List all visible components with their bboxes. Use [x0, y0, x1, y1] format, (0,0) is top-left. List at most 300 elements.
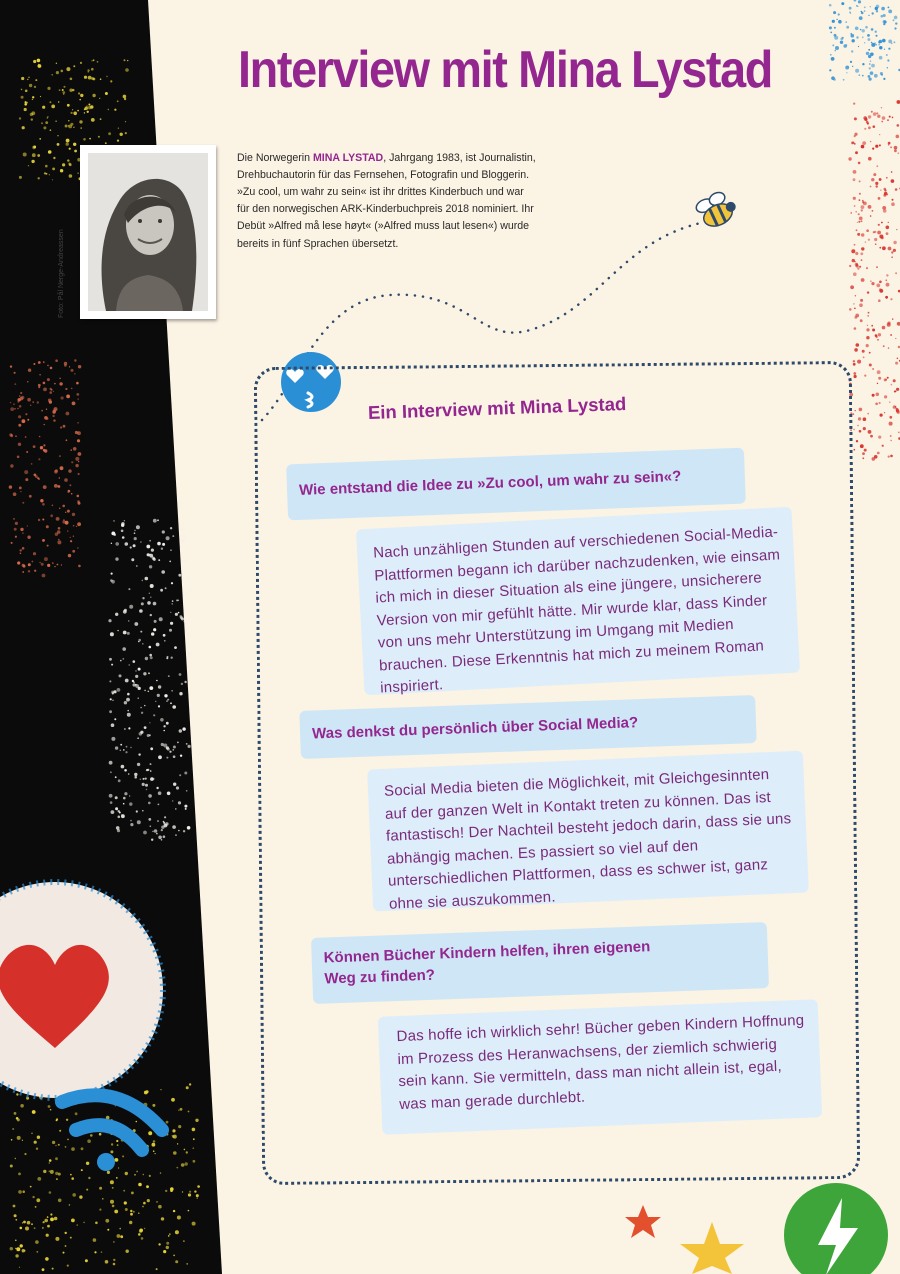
speckle-dot — [49, 101, 51, 103]
speckle-dot — [196, 1194, 199, 1197]
speckle-dot — [117, 100, 119, 102]
speckle-dot — [895, 22, 897, 24]
speckle-dot — [898, 152, 900, 154]
speckle-dot — [185, 560, 187, 562]
speckle-dot — [870, 281, 871, 282]
speckle-dot — [849, 265, 851, 267]
speckle-dot — [88, 104, 90, 106]
speckle-dot — [149, 722, 150, 723]
speckle-dot — [72, 109, 73, 110]
speckle-dot — [109, 680, 111, 682]
interview-heading: Ein Interview mit Mina Lystad — [367, 392, 627, 423]
speckle-dot — [197, 1197, 198, 1198]
speckle-dot — [868, 49, 870, 51]
speckle-dot — [851, 212, 852, 213]
speckle-dot — [69, 1204, 71, 1206]
speckle-dot — [861, 209, 863, 211]
speckle-dot — [835, 46, 839, 50]
speckle-dot — [860, 319, 863, 322]
speckle-dot — [136, 565, 138, 567]
speckle-dot — [79, 99, 81, 101]
speckle-dot — [135, 670, 137, 672]
speckle-dot — [153, 557, 155, 559]
speckle-dot — [88, 76, 92, 80]
speckle-dot — [870, 435, 873, 438]
speckle-dot — [161, 570, 165, 574]
speckle-dot — [857, 267, 859, 269]
speckle-dot — [73, 536, 74, 537]
speckle-dot — [88, 106, 92, 110]
speckle-dot — [110, 1150, 113, 1153]
speckle-dot — [130, 823, 133, 826]
speckle-dot — [14, 528, 17, 531]
speckle-dot — [120, 1235, 123, 1238]
speckle-dot — [133, 544, 136, 547]
speckle-dot — [84, 76, 87, 79]
speckle-dot — [138, 1213, 139, 1214]
speckle-dot — [139, 609, 143, 613]
speckle-dot — [855, 410, 856, 411]
speckle-dot — [892, 318, 893, 319]
speckle-dot — [72, 402, 76, 406]
speckle-dot — [177, 1143, 178, 1144]
speckle-dot — [871, 178, 874, 181]
speckle-dot — [186, 1086, 189, 1089]
speckle-dot — [88, 71, 89, 72]
speckle-dot — [62, 91, 65, 94]
speckle-dot — [188, 745, 191, 748]
speckle-dot — [67, 159, 69, 161]
speckle-dot — [862, 75, 864, 77]
speckle-dot — [859, 408, 863, 412]
speckle-dot — [875, 44, 877, 46]
speckle-dot — [875, 145, 878, 148]
speckle-dot — [132, 680, 134, 682]
speckle-dot — [87, 1139, 91, 1143]
speckle-dot — [10, 464, 13, 467]
speckle-dot — [186, 743, 188, 745]
speckle-dot — [854, 348, 858, 352]
speckle-dot — [165, 587, 167, 589]
speckle-dot — [59, 477, 60, 478]
speckle-dot — [91, 68, 94, 71]
speckle-dot — [888, 347, 889, 348]
speckle-dot — [47, 117, 48, 118]
speckle-dot — [185, 593, 187, 595]
speckle-dot — [846, 26, 849, 29]
speckle-dot — [34, 570, 36, 572]
speckle-dot — [65, 521, 66, 522]
speckle-dot — [853, 363, 856, 366]
speckle-dot — [864, 6, 866, 8]
speckle-dot — [59, 455, 61, 457]
speckle-dot — [117, 688, 121, 692]
speckle-dot — [878, 333, 881, 336]
speckle-dot — [855, 314, 859, 318]
speckle-dot — [117, 829, 120, 832]
speckle-dot — [178, 1110, 179, 1111]
speckle-dot — [117, 1144, 119, 1146]
speckle-dot — [868, 205, 872, 209]
speckle-dot — [858, 46, 859, 47]
speckle-dot — [859, 16, 863, 20]
speckle-dot — [123, 797, 126, 800]
speckle-dot — [127, 60, 128, 61]
speckle-dot — [886, 232, 889, 235]
speckle-dot — [891, 251, 893, 253]
speckle-dot — [150, 825, 152, 827]
speckle-dot — [125, 679, 129, 683]
speckle-dot — [71, 1147, 75, 1151]
speckle-dot — [73, 447, 77, 451]
speckle-dot — [46, 417, 49, 420]
speckle-dot — [81, 1169, 83, 1171]
speckle-dot — [163, 821, 165, 823]
speckle-dot — [193, 1138, 195, 1140]
speckle-dot — [149, 1175, 151, 1177]
photo-credit: Foto: Pål Nerge-Andreassen — [58, 229, 65, 318]
speckle-dot — [886, 226, 890, 230]
speckle-dot — [185, 808, 187, 810]
speckle-dot — [30, 1186, 32, 1188]
speckle-dot — [169, 1233, 171, 1235]
speckle-dot — [890, 440, 891, 441]
speckle-dot — [105, 92, 108, 95]
speckle-dot — [141, 602, 144, 605]
speckle-dot — [50, 1170, 54, 1174]
speckle-dot — [46, 1234, 49, 1237]
speckle-dot — [169, 629, 172, 632]
speckle-dot — [114, 1210, 118, 1214]
speckle-dot — [143, 672, 146, 675]
speckle-dot — [854, 205, 856, 207]
speckle-dot — [109, 794, 113, 798]
question-text: Können Bücher Kindern helfen, ihren eigenen Weg zu finden? — [323, 938, 651, 988]
speckle-dot — [124, 1201, 127, 1204]
speckle-dot — [147, 734, 150, 737]
speckle-dot — [130, 1210, 132, 1212]
speckle-dot — [77, 495, 80, 498]
speckle-dot — [49, 401, 52, 404]
speckle-dot — [50, 1218, 54, 1222]
speckle-dot — [101, 1251, 103, 1253]
speckle-dot — [74, 359, 76, 361]
speckle-dot — [884, 49, 885, 50]
speckle-dot — [10, 365, 12, 367]
speckle-dot — [888, 456, 890, 458]
speckle-dot — [49, 174, 50, 175]
speckle-dot — [170, 1187, 174, 1191]
speckle-dot — [43, 388, 47, 392]
speckle-dot — [122, 658, 124, 660]
speckle-dot — [53, 391, 54, 392]
speckle-dot — [112, 692, 114, 694]
speckle-dot — [859, 430, 862, 433]
speckle-dot — [73, 65, 75, 67]
speckle-dot — [158, 1205, 162, 1209]
speckle-dot — [36, 1148, 38, 1150]
speckle-dot — [27, 1221, 31, 1225]
speckle-dot — [58, 1199, 62, 1203]
speckle-dot — [868, 126, 871, 129]
speckle-dot — [884, 412, 885, 413]
speckle-dot — [189, 1191, 191, 1193]
speckle-dot — [872, 210, 874, 212]
speckle-dot — [126, 1250, 129, 1253]
speckle-dot — [177, 1216, 181, 1220]
speckle-dot — [891, 256, 893, 258]
speckle-dot — [849, 308, 852, 311]
speckle-dot — [149, 540, 151, 542]
speckle-dot — [886, 54, 888, 56]
speckle-dot — [145, 577, 149, 581]
speckle-dot — [186, 1151, 188, 1153]
speckle-dot — [55, 359, 58, 362]
speckle-dot — [22, 502, 24, 504]
speckle-dot — [126, 746, 128, 748]
speckle-dot — [61, 396, 64, 399]
speckle-dot — [70, 449, 72, 451]
speckle-dot — [895, 390, 897, 392]
speckle-dot — [873, 125, 876, 128]
speckle-dot — [117, 1234, 121, 1238]
speckle-dot — [58, 485, 61, 488]
speckle-dot — [63, 1252, 65, 1254]
speckle-dot — [856, 5, 858, 7]
speckle-dot — [178, 801, 181, 804]
speckle-dot — [871, 42, 873, 44]
speckle-dot — [163, 725, 165, 727]
bio-text: , Jahrgang 1983, ist Journalistin, Drehbuchautorin für das Fernsehen, Fotografin und Bloggerin. »Zu cool, um wahr zu sein« ist ihr drittes Kinderbuch und war für den norwegischen ARK-Kinderbuchpreis 2018 nominiert. Ihr Debüt »Alfred må lese høyt« (»Alfred muss laut lesen«) wurde bereits in fünf Sprachen übersetzt. — [237, 151, 536, 250]
speckle-dot — [853, 103, 855, 105]
speckle-dot — [73, 112, 77, 116]
speckle-dot — [882, 246, 886, 250]
bee-icon — [694, 188, 741, 232]
speckle-dot — [192, 1128, 196, 1132]
speckle-dot — [175, 1230, 179, 1234]
speckle-dot — [164, 816, 166, 818]
speckle-dot — [860, 252, 863, 255]
speckle-dot — [886, 283, 890, 287]
author-photo — [80, 145, 216, 319]
speckle-dot — [145, 657, 148, 660]
speckle-dot — [859, 74, 861, 76]
speckle-dot — [853, 429, 854, 430]
speckle-dot — [872, 12, 874, 14]
speckle-dot — [123, 1190, 125, 1192]
speckle-dot — [40, 446, 43, 449]
speckle-dot — [143, 1202, 146, 1205]
speckle-dot — [108, 619, 111, 622]
speckle-dot — [863, 202, 867, 206]
speckle-dot — [832, 20, 835, 23]
speckle-dot — [866, 328, 869, 331]
speckle-dot — [882, 39, 886, 43]
speckle-dot — [71, 369, 74, 372]
speckle-dot — [38, 519, 40, 521]
speckle-dot — [31, 118, 33, 120]
speckle-dot — [15, 1240, 17, 1242]
speckle-dot — [878, 436, 881, 439]
speckle-dot — [49, 1170, 51, 1172]
speckle-dot — [859, 217, 863, 221]
speckle-dot — [24, 470, 28, 474]
speckle-dot — [867, 325, 868, 326]
speckle-dot — [175, 613, 178, 616]
speckle-dot — [52, 415, 54, 417]
speckle-dot — [178, 600, 180, 602]
speckle-dot — [893, 241, 896, 244]
speckle-dot — [140, 631, 142, 633]
speckle-dot — [37, 59, 41, 63]
speckle-dot — [846, 44, 847, 45]
speckle-dot — [110, 698, 112, 700]
speckle-dot — [881, 107, 882, 108]
speckle-dot — [161, 548, 163, 550]
speckle-dot — [166, 1242, 169, 1245]
speckle-dot — [840, 38, 843, 41]
speckle-dot — [158, 1243, 160, 1245]
speckle-dot — [845, 21, 847, 23]
speckle-dot — [38, 361, 41, 364]
speckle-dot — [68, 120, 69, 121]
speckle-dot — [35, 1206, 37, 1208]
speckle-dot — [164, 640, 166, 642]
speckle-dot — [187, 652, 190, 655]
speckle-dot — [64, 362, 67, 365]
speckle-dot — [121, 522, 124, 525]
speckle-dot — [854, 117, 857, 120]
speckle-dot — [121, 530, 124, 533]
speckle-dot — [832, 44, 834, 46]
speckle-dot — [120, 750, 122, 752]
speckle-dot — [883, 345, 885, 347]
speckle-dot — [53, 157, 55, 159]
speckle-dot — [17, 1136, 21, 1140]
speckle-dot — [53, 419, 55, 421]
speckle-dot — [52, 505, 54, 507]
speckle-dot — [70, 537, 71, 538]
speckle-dot — [22, 547, 25, 550]
speckle-dot — [872, 329, 875, 332]
speckle-dot — [66, 395, 70, 399]
speckle-dot — [883, 78, 885, 80]
speckle-dot — [161, 839, 163, 841]
speckle-dot — [881, 237, 884, 240]
speckle-dot — [831, 76, 835, 80]
speckle-dot — [148, 691, 150, 693]
speckle-dot — [111, 723, 115, 727]
speckle-dot — [32, 153, 36, 157]
speckle-dot — [99, 98, 100, 99]
speckle-dot — [841, 2, 844, 5]
speckle-dot — [192, 1222, 196, 1226]
speckle-dot — [121, 814, 122, 815]
speckle-dot — [866, 336, 869, 339]
speckle-dot — [77, 1224, 78, 1225]
speckle-dot — [851, 249, 855, 253]
speckle-dot — [882, 116, 886, 120]
speckle-dot — [183, 535, 186, 538]
speckle-dot — [39, 436, 41, 438]
author-name: MINA LYSTAD — [312, 151, 384, 164]
speckle-dot — [118, 779, 121, 782]
speckle-dot — [872, 53, 874, 55]
speckle-dot — [109, 658, 112, 661]
speckle-dot — [896, 408, 897, 409]
speckle-dot — [158, 804, 160, 806]
speckle-dot — [875, 243, 877, 245]
speckle-dot — [72, 513, 75, 516]
speckle-dot — [123, 95, 127, 99]
speckle-dot — [55, 121, 56, 122]
speckle-dot — [42, 1227, 44, 1229]
speckle-dot — [835, 50, 837, 52]
speckle-dot — [110, 1200, 114, 1204]
speckle-dot — [862, 452, 865, 455]
speckle-dot — [15, 536, 17, 538]
speckle-dot — [39, 562, 41, 564]
speckle-dot — [890, 334, 892, 336]
speckle-dot — [92, 94, 95, 97]
speckle-dot — [878, 44, 880, 46]
speckle-dot — [193, 1160, 196, 1163]
speckle-dot — [877, 452, 880, 455]
speckle-dot — [176, 1167, 178, 1169]
speckle-dot — [163, 744, 167, 748]
speckle-dot — [113, 690, 116, 693]
speckle-dot — [163, 1250, 166, 1253]
speckle-dot — [75, 464, 78, 467]
speckle-dot — [884, 395, 887, 398]
speckle-dot — [889, 116, 891, 118]
speckle-dot — [858, 213, 860, 215]
speckle-dot — [858, 417, 861, 420]
speckle-dot — [25, 101, 27, 103]
speckle-dot — [31, 463, 33, 465]
speckle-dot — [66, 142, 69, 145]
speckle-dot — [883, 14, 886, 17]
speckle-dot — [883, 194, 886, 197]
speckle-dot — [865, 241, 866, 242]
speckle-dot — [150, 584, 154, 588]
speckle-dot — [142, 580, 144, 582]
speckle-dot — [91, 118, 95, 122]
speckle-dot — [162, 530, 165, 533]
speckle-dot — [158, 559, 160, 561]
speckle-dot — [862, 63, 864, 65]
speckle-dot — [166, 700, 167, 701]
speckle-dot — [868, 157, 872, 161]
speckle-dot — [86, 105, 87, 106]
speckle-dot — [67, 104, 70, 107]
speckle-dot — [10, 1247, 13, 1250]
speckle-dot — [43, 485, 47, 489]
speckle-dot — [39, 374, 40, 375]
speckle-dot — [869, 67, 871, 69]
speckle-dot — [863, 357, 865, 359]
speckle-dot — [54, 383, 56, 385]
speckle-dot — [170, 527, 172, 529]
speckle-dot — [864, 42, 865, 43]
speckle-dot — [20, 392, 22, 394]
speckle-dot — [172, 535, 174, 537]
speckle-dot — [886, 274, 888, 276]
speckle-dot — [126, 698, 130, 702]
speckle-dot — [123, 749, 125, 751]
speckle-dot — [883, 209, 887, 213]
speckle-dot — [68, 490, 71, 493]
